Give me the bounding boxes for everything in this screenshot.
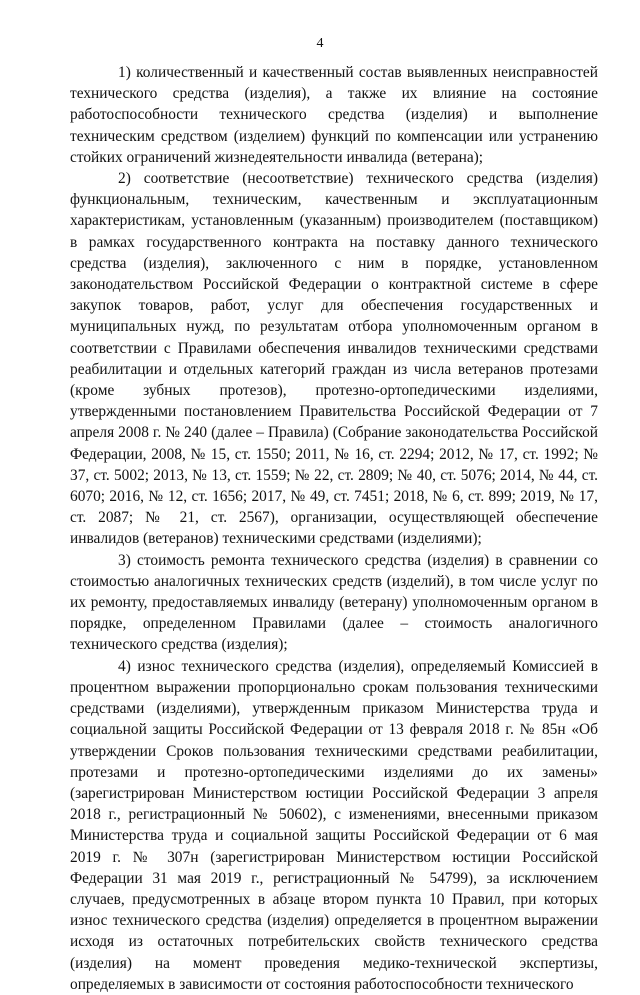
paragraph-item-4: 4) износ технического средства (изделия), определяемый Комиссией в процентном выражении пропорционально срокам пользования техническими средствами (изделиями), утвержденным приказом Министерства труда и социальной защиты Российской Федерации от 13 февраля 2018 г. № 85н «Об утверждении Сроков пользования техническими средствами реабилитации, протезами и протезно-ортопедическими изделиями до их замены» (зарегистрирован Министерством юстиции Российской Федерации 3 апреля 2018 г., регистрационный № 50602), с изменениями, внесенными приказом Министерства труда и социальной защиты Российской Федерации от 6 мая 2019 г. № 307н (зарегистрирован Министерством юстиции Российской Федерации 31 мая 2019 г., регистрационный № 54799), за исключением случаев, предусмотренных в абзаце втором пункта 10 Правил, при которых износ технического средства (изделия) определяется в процентном выражении исходя из остаточных потребительских свойств технического средства (изделия) на момент проведения медико-технической экспертизы, определяемых в зависимости от состояния работоспособности технического	[70, 657, 598, 993]
paragraph-item-2: 2) соответствие (несоответствие) технического средства (изделия) функциональным, техническим, качественным и эксплуатационным характеристикам, установленным (указанным) производителем (поставщиком) в рамках государственного контракта на поставку данного технического средства (изделия), заключенного с ним в порядке, установленном законодательством Российской Федерации о контрактной системе в сфере закупок товаров, работ, услуг для обеспечения государственных и муниципальных нужд, по результатам отбора уполномоченным органом в соответствии с Правилами обеспечения инвалидов техническими средствами реабилитации и отдельных категорий граждан из числа ветеранов протезами (кроме зубных протезов), протезно-ортопедическими изделиями, утвержденными постановлением Правительства Российской Федерации от 7 апреля 2008 г. № 240 (далее – Правила) (Собрание законодательства Российской Федерации, 2008, № 15, ст. 1550; 2011, № 16, ст. 2294; 2012, № 17, ст. 1992; № 37, ст. 5002; 2013, № 13, ст. 1559; № 22, ст. 2809; № 40, ст. 5076; 2014, № 44, ст. 6070; 2016, № 12, ст. 1656; 2017, № 49, ст. 7451; 2018, № 6, ст. 899; 2019, № 17, ст. 2087; № 21, ст. 2567), организации, осуществляющей обеспечение инвалидов (ветеранов) техническими средствами (изделиями);	[70, 170, 598, 548]
page-number: 4	[316, 36, 324, 51]
paragraph-item-3: 3) стоимость ремонта технического средства (изделия) в сравнении со стоимостью аналогичных технических средств (изделий), в том числе услуг по их ремонту, предоставляемых инвалиду (ветерану) уполномоченным органом в порядке, определенном Правилами (далее – стоимость аналогичного технического средства (изделия);	[70, 551, 598, 654]
paragraph-item-1: 1) количественный и качественный состав выявленных неисправностей технического средства (изделия), а также их влияние на состояние работоспособности технического средства (изделия) и выполнение техническим средством (изделием) функций по компенсации или устранению стойких ограничений жизнедеятельности инвалида (ветерана);	[70, 64, 598, 166]
document-body	[70, 62, 598, 995]
